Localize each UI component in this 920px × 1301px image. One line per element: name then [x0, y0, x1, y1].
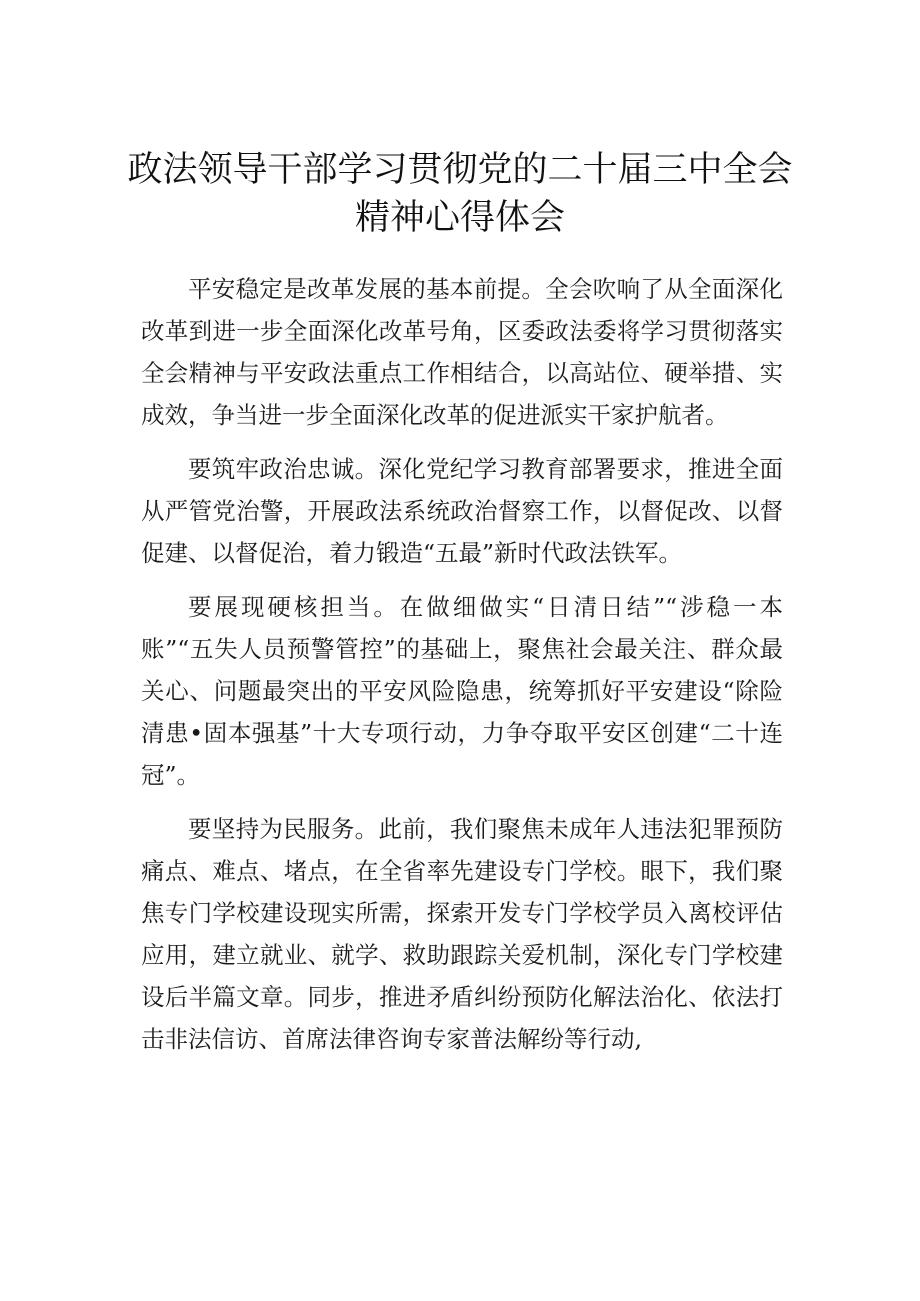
- paragraph-2: 要筑牢政治忠诚。深化党纪学习教育部署要求，推进全面从严管党治警，开展政法系统政治督察工作，以督促改、以督促建、以督促治，着力锻造“五最”新时代政法铁军。: [141, 455, 783, 567]
- document-body: [141, 268, 783, 1072]
- paragraph-1: 平安稳定是改革发展的基本前提。全会吹响了从全面深化改革到进一步全面深化改革号角，区委政法委将学习贯彻落实全会精神与平安政法重点工作相结合，以高站位、硬举措、实成效，争当进一步全面深化改革的促进派实干家护航者。: [141, 275, 783, 429]
- paragraph-4: 要坚持为民服务。此前，我们聚焦未成年人违法犯罪预防痛点、难点、堵点，在全省率先建设专门学校。眼下，我们聚焦专门学校建设现实所需，探索开发专门学校学员入离校评估应用，建立就业、就学、救助跟踪关爱机制，深化专门学校建设后半篇文章。同步，推进矛盾纠纷预防化解法治化、依法打击非法信访、首席法律咨询专家普法解纷等行动,: [141, 815, 783, 1053]
- paragraph-3: 要展现硬核担当。在做细做实“日清日结”“涉稳一本账”“五失人员预警管控”的基础上，聚焦社会最关注、群众最关心、问题最突出的平安风险隐患，统筹抓好平安建设“除险清患•固本强基”十大专项行动，力争夺取平安区创建“二十连冠”。: [141, 593, 783, 789]
- document-title: 政法领导干部学习贯彻党的二十届三中全会精神心得体会: [127, 150, 793, 238]
